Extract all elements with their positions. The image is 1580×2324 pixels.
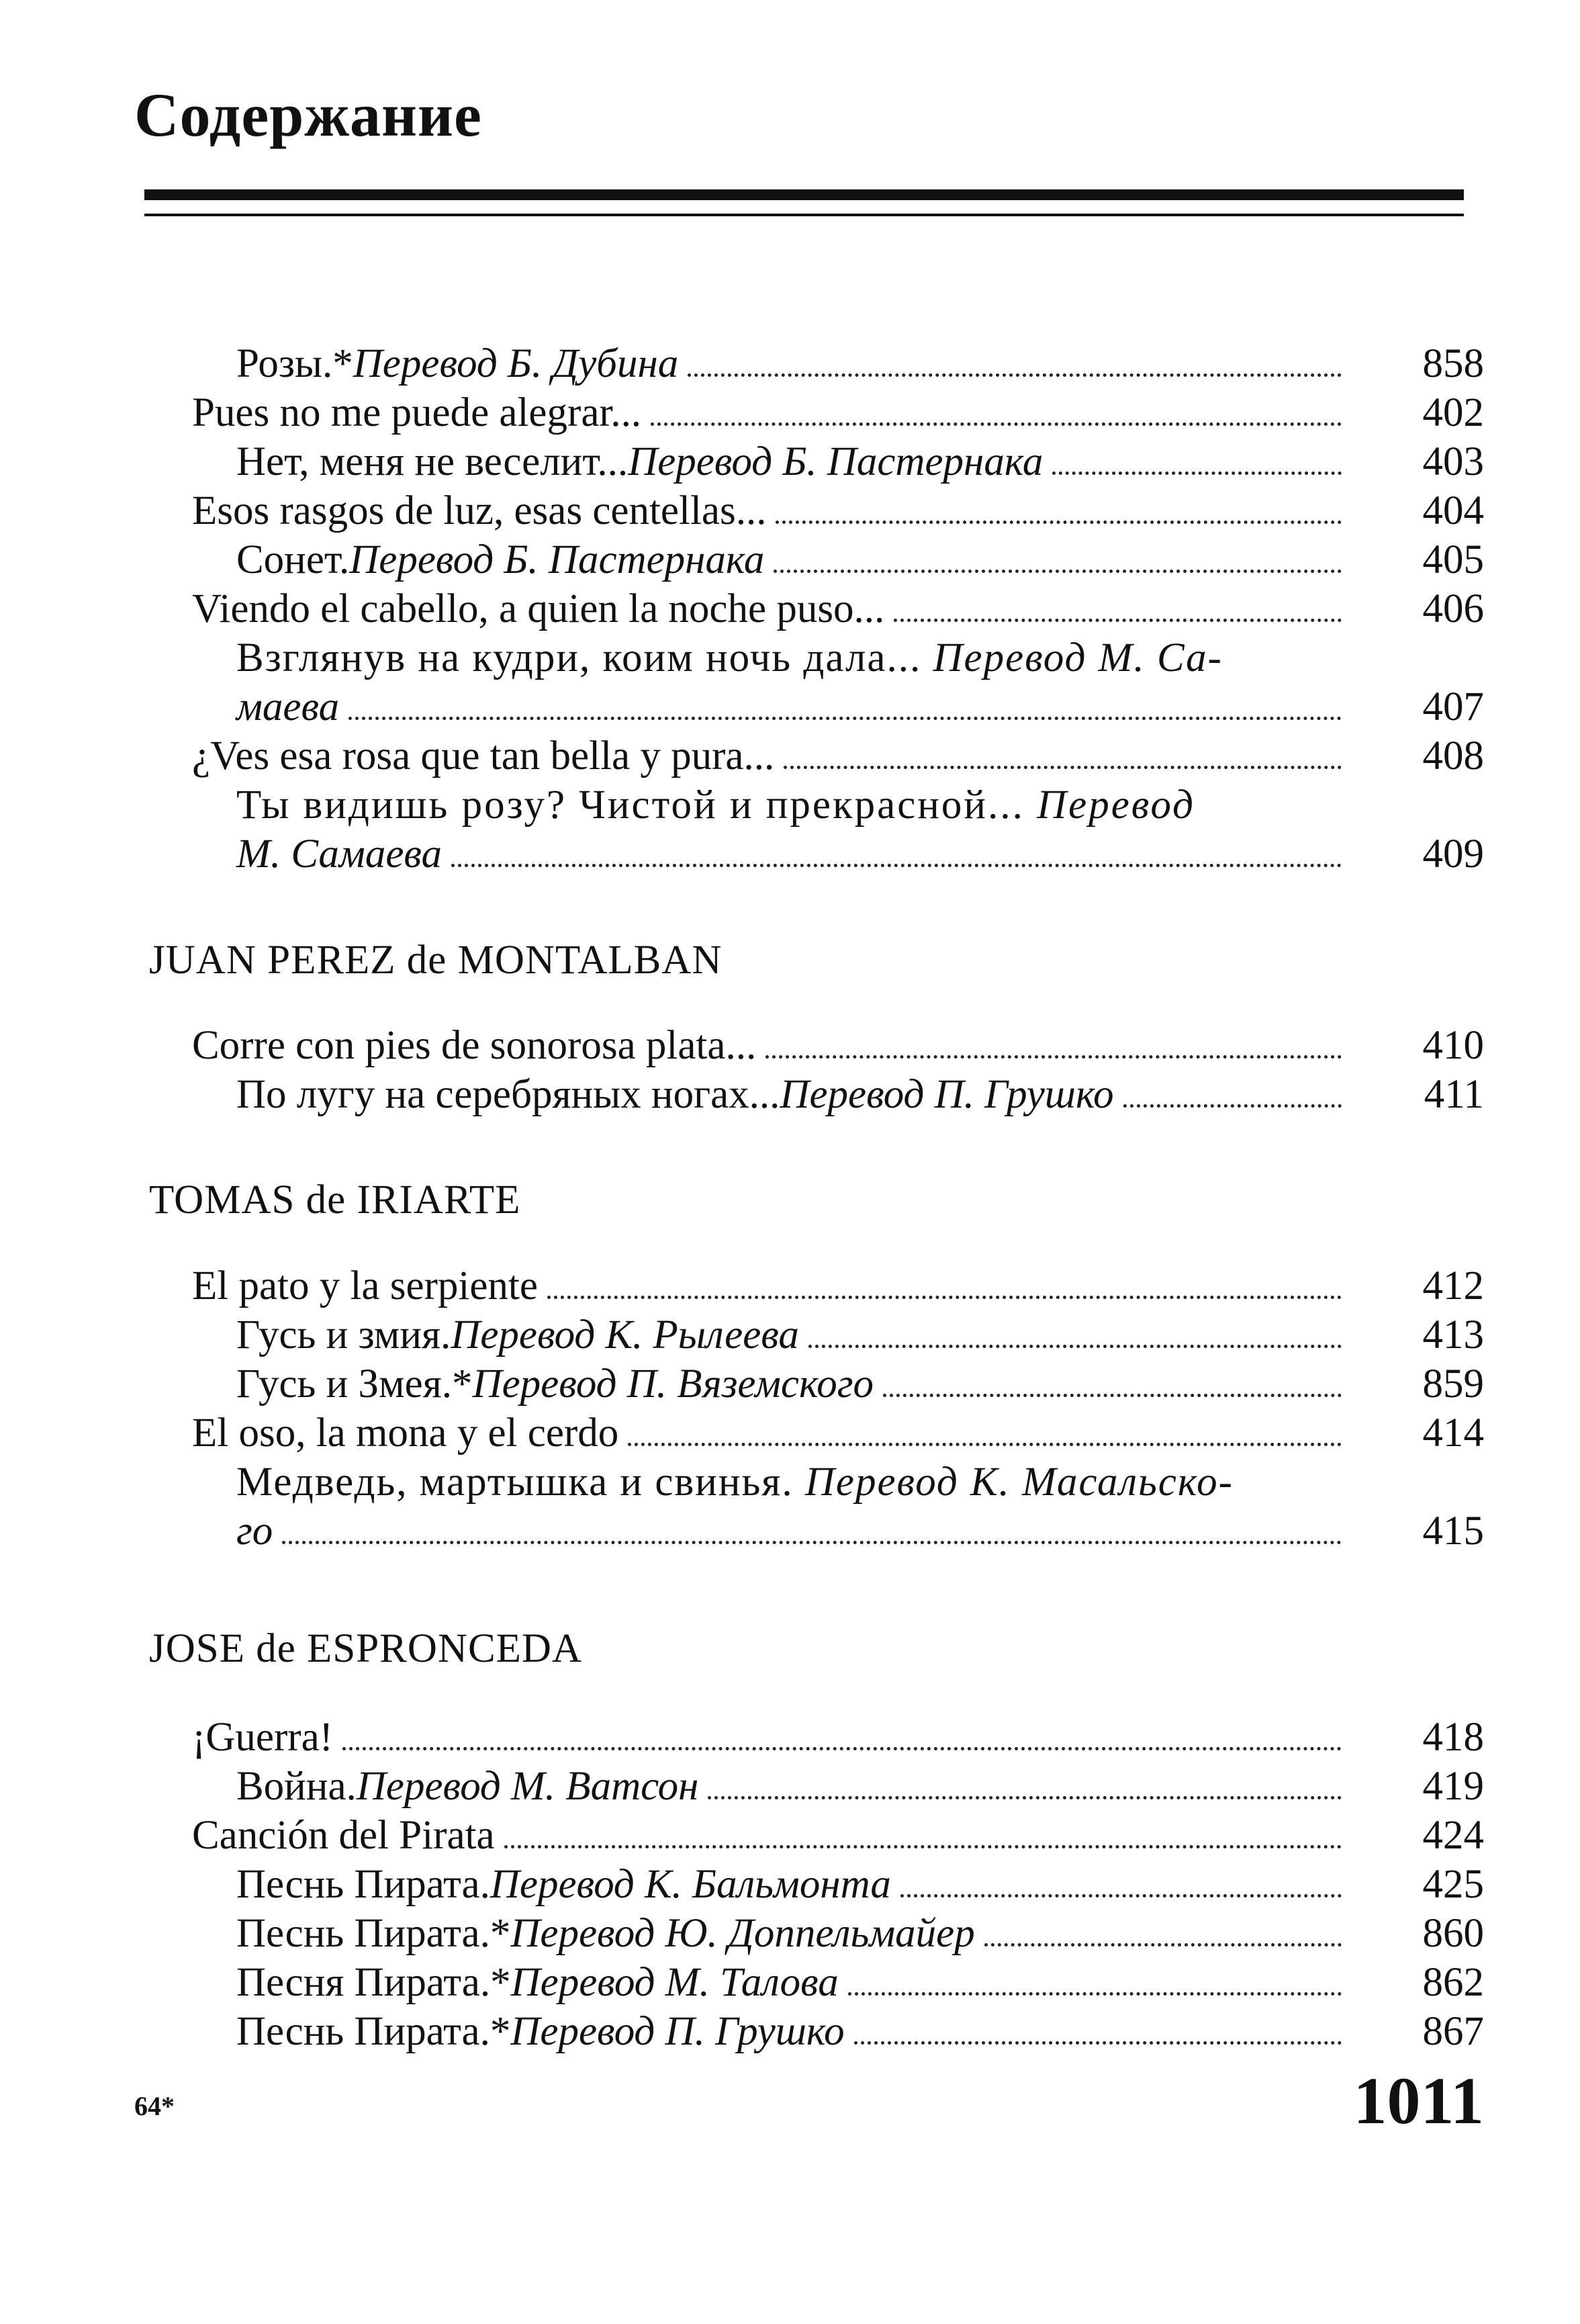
entry-translator: Перевод К. Масальско- (804, 1460, 1234, 1505)
dot-leader (854, 2041, 1342, 2045)
toc-entry (0, 1458, 1580, 1507)
dot-leader (282, 1541, 1342, 1544)
entry-translator: Перевод П. Вяземского (472, 1361, 874, 1406)
entry-translator: Перевод Б. Пастернака (349, 537, 765, 582)
entry-title: Война. (236, 1764, 357, 1809)
toc-entry (0, 1070, 1580, 1120)
entry-title: Ты видишь розу? Чистой и прекрасной... (236, 783, 1037, 828)
entry-translator: Перевод К. Бальмонта (490, 1862, 891, 1907)
toc-entry (0, 1909, 1580, 1959)
dot-leader (504, 1845, 1342, 1848)
entry-page: 410 (1422, 1023, 1484, 1068)
entry-translator: Перевод М. Талова (510, 1960, 839, 2005)
toc-entry (0, 1507, 1580, 1556)
entry-title: ¿Ves esa rosa que tan bella y pura... (192, 733, 775, 778)
dot-leader (984, 1943, 1342, 1947)
entry-page: 867 (1422, 2009, 1484, 2054)
dot-leader (900, 1894, 1342, 1897)
entry-title: Песнь Пирата.* (236, 2009, 511, 2054)
dot-leader (784, 766, 1342, 769)
entry-page: 403 (1422, 439, 1484, 484)
dot-leader (883, 1394, 1342, 1397)
dot-leader (1123, 1104, 1342, 1108)
entry-translator: Перевод М. Ватсон (356, 1764, 699, 1809)
title-rule-thin (144, 214, 1464, 216)
entry-page: 407 (1422, 684, 1484, 729)
dot-leader (348, 717, 1342, 720)
signature-mark: 64* (134, 2091, 175, 2121)
toc-entry (0, 437, 1580, 487)
entry-page: 406 (1422, 586, 1484, 631)
toc-entry (0, 535, 1580, 585)
toc-entry (0, 633, 1580, 683)
dot-leader (774, 570, 1342, 573)
entry-title: El pato y la serpiente (192, 1263, 538, 1308)
entry-title: Esos rasgos de luz, esas centellas... (192, 488, 767, 533)
entry-translator: Перевод П. Грушко (780, 1072, 1114, 1117)
author-heading: JUAN PEREZ de MONTALBAN (149, 938, 723, 983)
entry-page: 402 (1422, 390, 1484, 435)
dot-leader (765, 1055, 1342, 1059)
toc-entry (0, 1021, 1580, 1071)
entry-page: 419 (1422, 1764, 1484, 1809)
entry-page: 858 (1422, 341, 1484, 386)
entry-title: Розы.* (236, 341, 353, 386)
toc-entry (0, 830, 1580, 879)
dot-leader (628, 1443, 1342, 1446)
entry-translator: Перевод (1037, 783, 1196, 828)
dot-leader (776, 521, 1342, 524)
entry-page: 415 (1422, 1509, 1484, 1554)
entry-page: 413 (1422, 1312, 1484, 1357)
toc-entry (0, 1762, 1580, 1812)
dot-leader (808, 1345, 1342, 1348)
toc-entry (0, 1359, 1580, 1409)
entry-translator: Перевод Ю. Доппельмайер (510, 1911, 975, 1956)
entry-page: 418 (1422, 1715, 1484, 1760)
entry-title: El oso, la mona y el cerdo (192, 1411, 619, 1456)
toc-entry (0, 1713, 1580, 1762)
dot-leader (451, 864, 1342, 867)
entry-title: Гусь и Змея.* (236, 1361, 473, 1406)
entry-title: Песня Пирата.* (236, 1960, 511, 2005)
entry-title: Corre con pies de sonorosa plata... (192, 1023, 757, 1068)
toc-entry (0, 2007, 1580, 2057)
entry-title: По лугу на серебряных ногах... (236, 1072, 780, 1117)
entry-translator: Перевод К. Рылеева (451, 1312, 799, 1357)
toc-entry (0, 1310, 1580, 1360)
entry-page: 859 (1422, 1361, 1484, 1406)
toc-entry (0, 486, 1580, 536)
entry-title: Сонет. (236, 537, 350, 582)
dot-leader (651, 422, 1342, 426)
entry-page: 404 (1422, 488, 1484, 533)
toc-entry (0, 584, 1580, 634)
toc-entry (0, 339, 1580, 389)
toc-entry (0, 682, 1580, 732)
entry-translator: Перевод М. Са- (933, 635, 1223, 680)
dot-leader (1052, 472, 1342, 475)
toc-entry (0, 1860, 1580, 1910)
toc-entry (0, 388, 1580, 438)
dot-leader (547, 1296, 1342, 1299)
entry-page: 405 (1422, 537, 1484, 582)
entry-title: Pues no me puede alegrar... (192, 390, 642, 435)
dot-leader (894, 619, 1342, 622)
entry-page: 409 (1422, 832, 1484, 877)
dot-leader (848, 1992, 1342, 1996)
dot-leader (342, 1747, 1342, 1750)
entry-title: ¡Guerra! (192, 1715, 333, 1760)
entry-translator: маева (236, 684, 340, 729)
entry-title: Нет, меня не веселит... (236, 439, 629, 484)
page-title: Содержание (134, 81, 482, 149)
entry-title: Viendo el cabello, a quien la noche puso... (192, 586, 885, 631)
toc-entry (0, 780, 1580, 830)
entry-page: 425 (1422, 1862, 1484, 1907)
entry-title: Гусь и змия. (236, 1312, 451, 1357)
entry-translator: Перевод Б. Пастернака (628, 439, 1043, 484)
entry-page: 860 (1422, 1911, 1484, 1956)
entry-translator: М. Самаева (236, 832, 442, 877)
entry-title: Песнь Пирата.* (236, 1911, 511, 1956)
toc-entry (0, 1409, 1580, 1458)
author-heading: JOSE de ESPRONCEDA (149, 1626, 583, 1671)
entry-page: 412 (1422, 1263, 1484, 1308)
entry-title: Взглянув на кудри, коим ночь дала... (236, 635, 933, 680)
entry-title: Медведь, мартышка и свинья. (236, 1460, 805, 1505)
entry-page: 411 (1424, 1072, 1484, 1117)
toc-entry (0, 1811, 1580, 1861)
author-heading: TOMAS de IRIARTE (149, 1177, 521, 1222)
toc-entry (0, 731, 1580, 781)
page-number: 1011 (1353, 2063, 1484, 2138)
title-rule-thick (144, 189, 1464, 200)
toc-entry (0, 1261, 1580, 1311)
entry-translator: Перевод П. Грушко (510, 2009, 845, 2054)
entry-page: 862 (1422, 1960, 1484, 2005)
dot-leader (688, 373, 1342, 377)
entry-translator: го (236, 1509, 273, 1554)
entry-page: 414 (1422, 1411, 1484, 1456)
toc-entry (0, 1958, 1580, 2008)
entry-translator: Перевод Б. Дубина (353, 341, 679, 386)
entry-page: 424 (1422, 1813, 1484, 1858)
entry-title: Canción del Pirata (192, 1813, 495, 1858)
entry-title: Песнь Пирата. (236, 1862, 490, 1907)
entry-page: 408 (1422, 733, 1484, 778)
dot-leader (708, 1796, 1342, 1799)
